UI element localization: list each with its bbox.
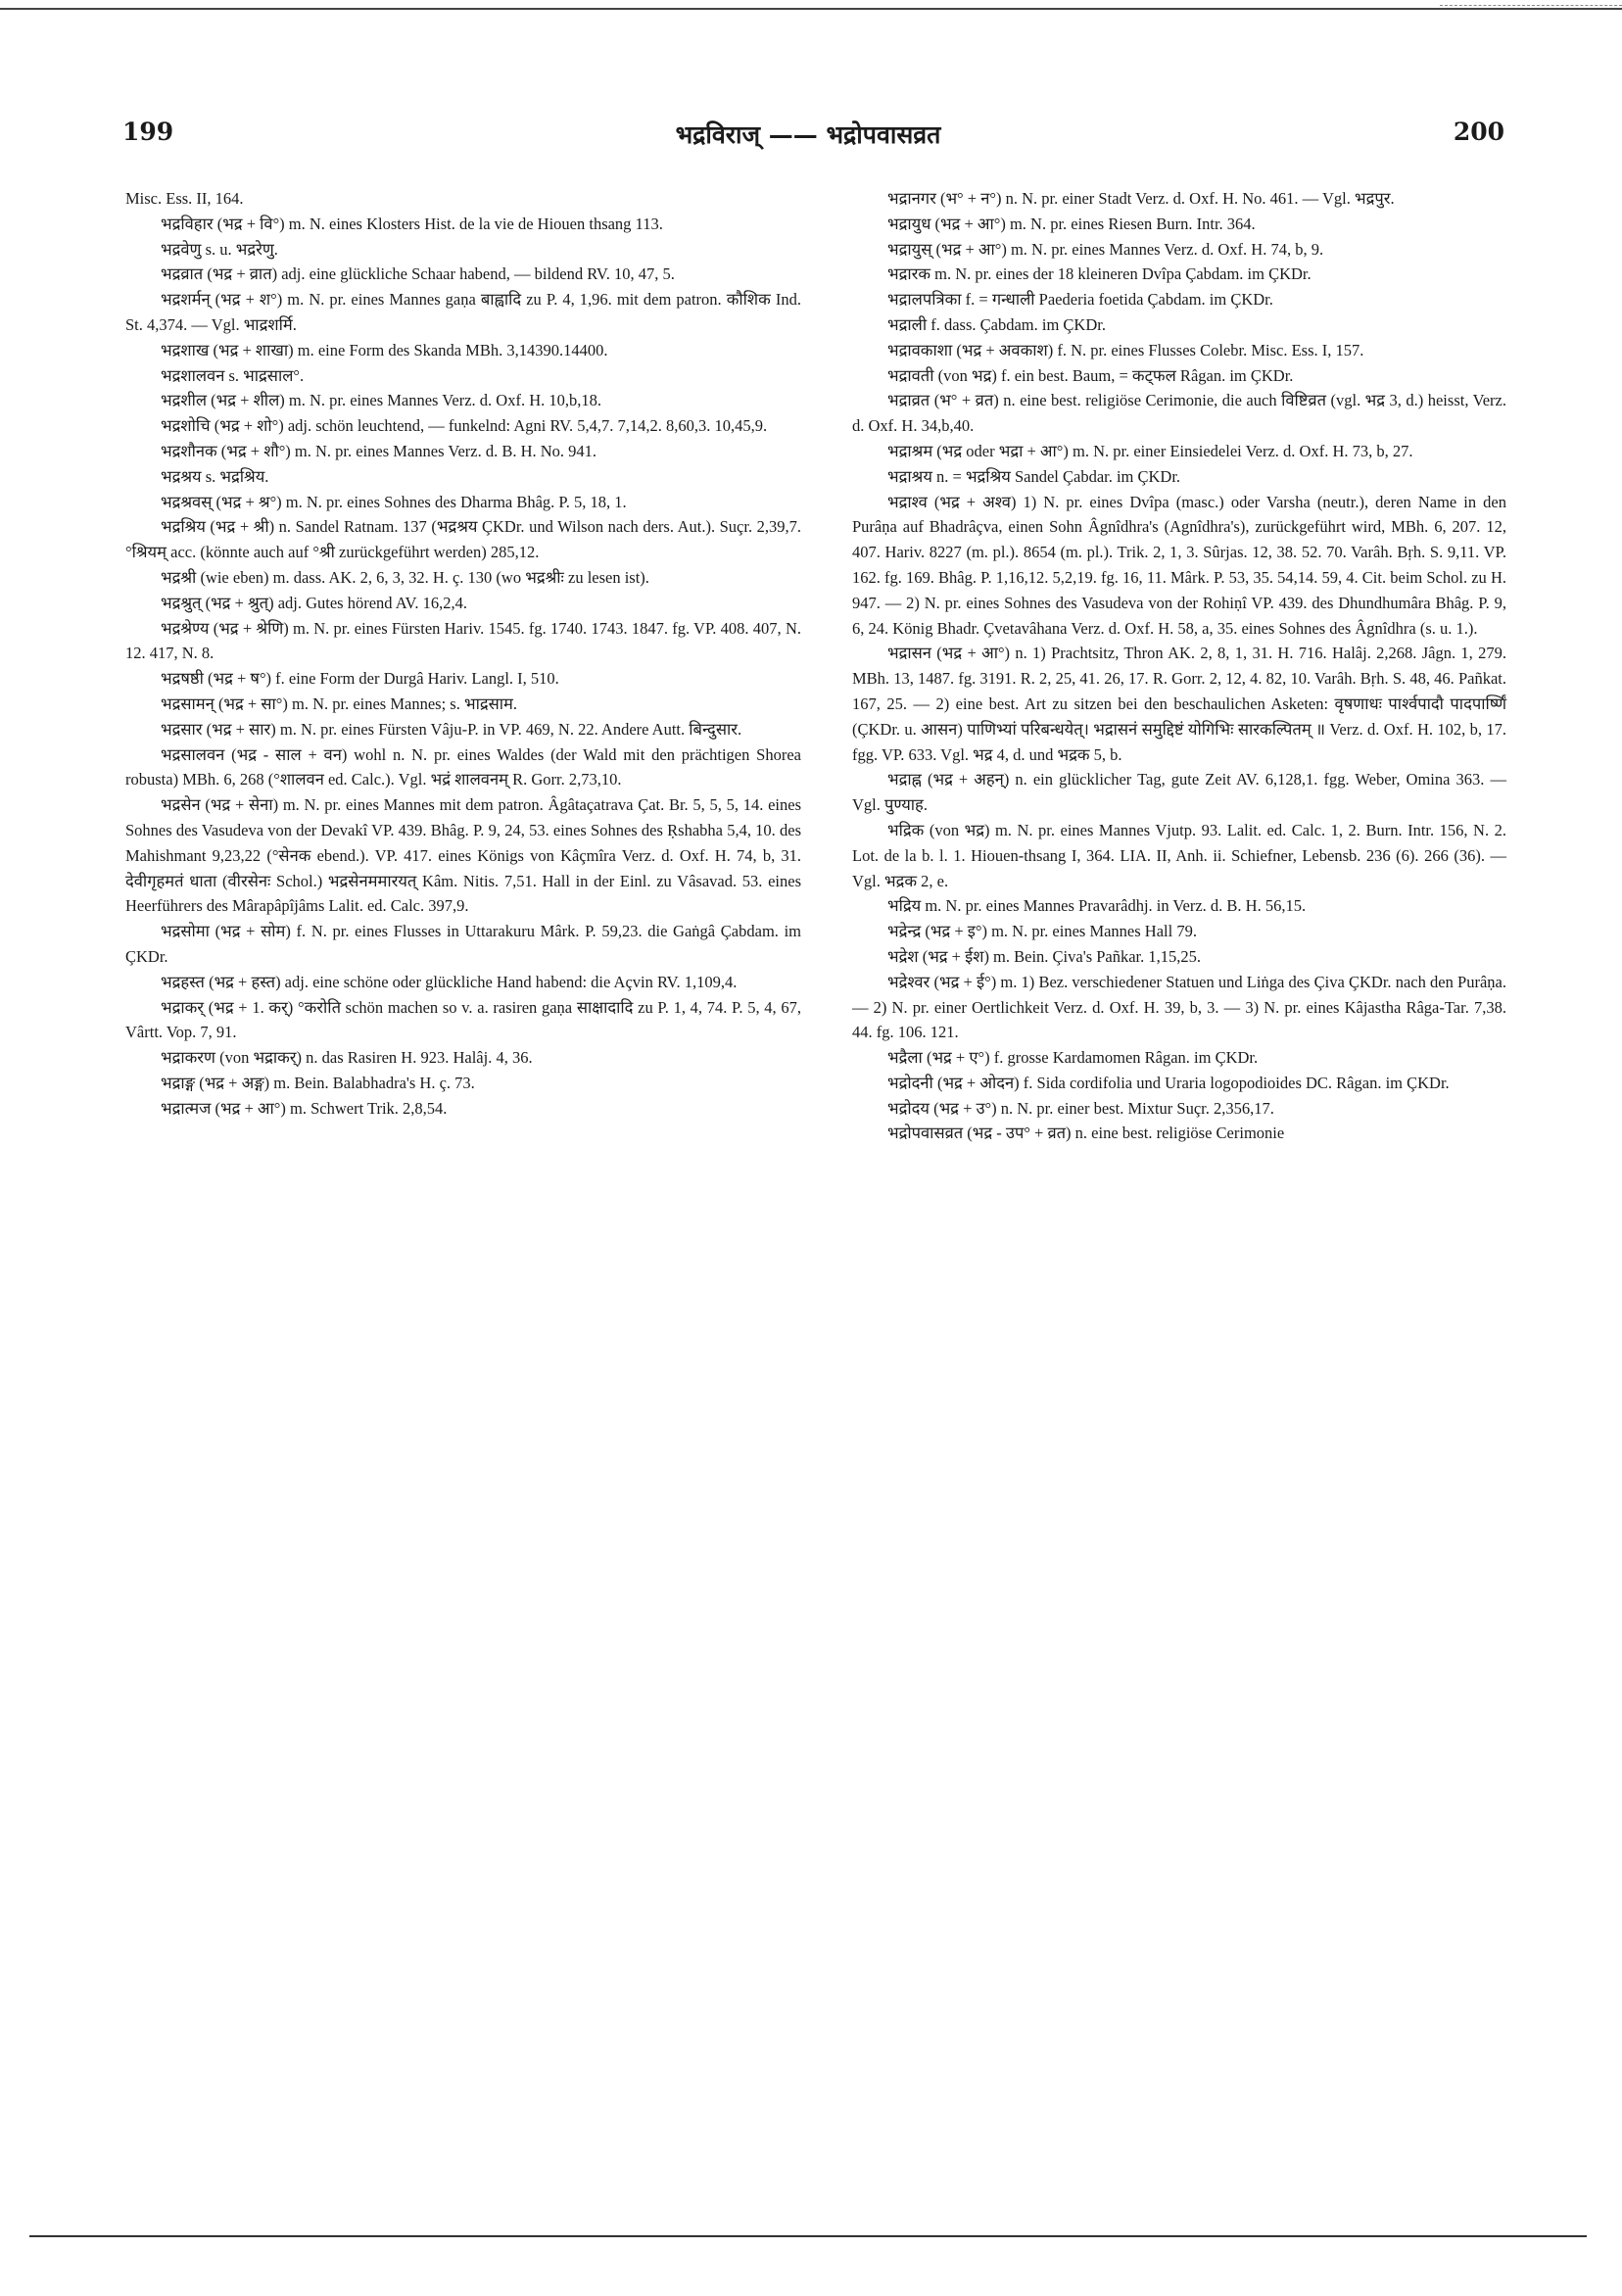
dictionary-entry: भद्राकर् (भद्र + 1. कर्) °करोति schön machen so v. a. rasiren gaṇa साक्षादादि zu P. 1, 4, 74. P. 5, 4, 67, Vârtt. Vop. 7, 91. bbox=[125, 997, 801, 1042]
dictionary-entry: भद्रेश्वर (भद्र + ई°) m. 1) Bez. verschiedener Statuen und Liṅga des Çiva ÇKDr. nach den Purâṇa. — 2) N. pr. einer Oertlichkeit Verz. d. Oxf. H. 39, b, 3. — 3) N. pr. eines Kâjastha Râga-Tar. 7,38. 44. fg. 106. 121. bbox=[852, 972, 1506, 1042]
dictionary-entry: भद्रशोचि (भद्र + शो°) adj. schön leuchtend, — funkelnd: Agni RV. 5,4,7. 7,14,2. 8,60,3. 10,45,9. bbox=[161, 416, 768, 436]
dictionary-entry: भद्रेश (भद्र + ईश) m. Bein. Çiva's Pañkar. 1,15,25. bbox=[887, 946, 1202, 966]
dictionary-entry: भद्रव्रात (भद्र + व्रात) adj. eine glückliche Schaar habend, — bildend RV. 10, 47, 5. bbox=[161, 264, 675, 284]
dictionary-entry: भद्रश्री (wie eben) m. dass. AK. 2, 6, 3, 32. H. ç. 130 (wo भद्रश्रीः zu lesen ist). bbox=[161, 567, 649, 587]
dictionary-entry: भद्रिक (von भद्र) m. N. pr. eines Mannes Vjutp. 93. Lalit. ed. Calc. 1, 2. Burn. Intr. 156, N. 2. Lot. de la b. l. 1. Hiouen-thsang I, 364. LIA. II, Anh. ii. Schiefner, Lebensb. 236 (6). 266 (36). — Vgl. भद्रक 2, e. bbox=[852, 820, 1506, 890]
dictionary-entry: भद्राली f. dass. Çabdam. im ÇKDr. bbox=[887, 314, 1106, 334]
dictionary-entry: भद्राह्न (भद्र + अहन्) n. ein glücklicher Tag, gute Zeit AV. 6,128,1. fgg. Weber, Omina 363. — Vgl. पुण्याह. bbox=[852, 770, 1506, 815]
left-page-number: 199 bbox=[122, 118, 174, 146]
dictionary-entry: भद्रोदनी (भद्र + ओदन) f. Sida cordifolia und Uraria logopodioides DC. Râgan. im ÇKDr. bbox=[887, 1073, 1450, 1092]
dictionary-entry: भद्रात्मज (भद्र + आ°) m. Schwert Trik. 2,8,54. bbox=[161, 1098, 448, 1118]
right-page-number: 200 bbox=[1453, 118, 1504, 146]
dictionary-entry: भद्राकरण (von भद्राकर्) n. das Rasiren H. 923. Halâj. 4, 36. bbox=[161, 1048, 533, 1068]
dictionary-entry: भद्रहस्त (भद्र + हस्त) adj. eine schöne oder glückliche Hand habend: die Açvin RV. 1,109,4. bbox=[161, 972, 738, 991]
left-column bbox=[125, 186, 801, 1121]
dictionary-entry: भद्रोदय (भद्र + उ°) n. N. pr. einer best. Mixtur Suçr. 2,356,17. bbox=[887, 1098, 1274, 1118]
dictionary-entry: Misc. Ess. II, 164. bbox=[125, 189, 244, 208]
dictionary-entry: भद्रसोमा (भद्र + सोम) f. N. pr. eines Flusses in Uttarakuru Mârk. P. 59,23. die Gaṅgâ Çabdam. im ÇKDr. bbox=[125, 922, 801, 966]
top-rule bbox=[0, 8, 1622, 10]
dictionary-entry: भद्रश्रय s. भद्रश्रिय. bbox=[161, 466, 269, 486]
running-title: भद्रविराज् —— भद्रोपवासव्रत bbox=[675, 120, 941, 149]
dictionary-entry: भद्रषष्ठी (भद्र + ष°) f. eine Form der Durgâ Hariv. Langl. I, 510. bbox=[161, 669, 559, 689]
dictionary-entry: भद्रश्रुत् (भद्र + श्रुत्) adj. Gutes hörend AV. 16,2,4. bbox=[161, 593, 467, 612]
dictionary-entry: भद्रानगर (भ° + न°) n. N. pr. einer Stadt Verz. d. Oxf. H. No. 461. — Vgl. भद्रपुर. bbox=[887, 189, 1395, 208]
dictionary-entry: भद्रशालवन s. भाद्रसाल°. bbox=[161, 365, 305, 385]
dictionary-entry: भद्रायुस् (भद्र + आ°) m. N. pr. eines Mannes Verz. d. Oxf. H. 74, b, 9. bbox=[887, 239, 1324, 259]
dictionary-entry: भद्रसालवन (भद्र - साल + वन) wohl n. N. pr. eines Waldes (der Wald mit den prächtigen Shorea robusta) MBh. 6, 268 (°शालवन ed. Calc.). Vgl. भद्रं शालवनम् R. Gorr. 2,73,10. bbox=[125, 744, 801, 789]
dictionary-entry: भद्रविहार (भद्र + वि°) m. N. eines Klosters Hist. de la vie de Hiouen thsang 113. bbox=[161, 214, 663, 233]
dictionary-entry: भद्रशौनक (भद्र + शौ°) m. N. pr. eines Mannes Verz. d. B. H. No. 941. bbox=[161, 441, 597, 460]
dictionary-entry: भद्राश्रम (भद्र oder भद्रा + आ°) m. N. pr. einer Einsiedelei Verz. d. Oxf. H. 73, b, 27. bbox=[887, 441, 1413, 460]
dictionary-entry: भद्रालपत्रिका f. = गन्धाली Paederia foetida Çabdam. im ÇKDr. bbox=[887, 290, 1273, 310]
dictionary-entry: भद्रावकाशा (भद्र + अवकाश) f. N. pr. eines Flusses Colebr. Misc. Ess. I, 157. bbox=[887, 340, 1364, 359]
dictionary-entry: भद्रशाख (भद्र + शाखा) m. eine Form des Skanda MBh. 3,14390.14400. bbox=[161, 340, 608, 359]
dictionary-entry: भद्राश्व (भद्र + अश्व) 1) N. pr. eines Dvîpa (masc.) oder Varsha (neutr.), deren Name in den Purâṇa auf Bhadrâçva, einen Sohn Âgnîdhra's (Agnîdhra's), zurückgeführt wird, MBh. 6, 207. 12, 407. Hariv. 8227 (m. pl.). 8654 (m. pl.). Trik. 2, 1, 3. Sûrjas. 12, 38. 52. 70. Varâh. Bṛh. S. 9,11. VP. 162. fg. 169. Bhâg. P. 1,16,12. 5,2,19. fg. 16, 11. Mârk. P. 53, 35. 54,14. 59, 4. Cit. beim Schol. zu H. 947. — 2) N. pr. eines Sohnes des Vasudeva von der Rohiṇî VP. 439. des Dhundhumâra Bhâg. P. 9, 6, 24. König Bhadr. Çvetavâhana Verz. d. Oxf. H. 58, a, 35. eines Sohnes des Âgnîdhra (s. u. 1.). bbox=[852, 492, 1506, 638]
dictionary-entry: भद्रिय m. N. pr. eines Mannes Pravarâdhj. in Verz. d. B. H. 56,15. bbox=[887, 896, 1307, 916]
dictionary-entry: भद्रेन्द्र (भद्र + इ°) m. N. pr. eines Mannes Hall 79. bbox=[887, 922, 1197, 941]
dictionary-entry: भद्रसार (भद्र + सार) m. N. pr. eines Fürsten Vâju-P. in VP. 469, N. 22. Andere Autt. बिन्दुसार. bbox=[161, 719, 742, 739]
dictionary-entry: भद्रवेणु s. u. भद्ररेणु. bbox=[161, 239, 278, 259]
dictionary-entry: भद्रोपवासव्रत (भद्र - उप° + व्रत) n. eine best. religiöse Cerimonie bbox=[887, 1124, 1285, 1143]
dictionary-entry: भद्राङ्ग (भद्र + अङ्ग) m. Bein. Balabhadra's H. ç. 73. bbox=[161, 1073, 475, 1092]
dictionary-entry: भद्रश्रिय (भद्र + श्री) n. Sandel Ratnam. 137 (भद्रश्रय ÇKDr. und Wilson nach ders. Aut.). Suçr. 2,39,7. °श्रियम् acc. (könnte auch auf °श्री zurückgeführt werden) 285,12. bbox=[125, 517, 801, 562]
dictionary-entry: भद्रसेन (भद्र + सेना) m. N. pr. eines Mannes mit dem patron. Âgâtaçatrava Çat. Br. 5, 5, 5, 14. eines Sohnes des Vasudeva von der Devakî VP. 439. Bhâg. P. 9, 24, 53. eines Sohnes des Ṛshabha 5,4, 10. des Mahishmant 9,23,22 (°सेनक ebend.). VP. 417. eines Königs von Kâçmîra Verz. d. Oxf. H. 74, b, 31. देवीगृहमतं धाता (वीरसेनः Schol.) भद्रसेनममारयत् Kâm. Nitis. 7,51. Hall in der Einl. zu Vâsavad. 53. eines Heerführers des Mârapâpîjâms Lalit. ed. Calc. 397,9. bbox=[125, 795, 801, 916]
dictionary-entry: भद्रासन (भद्र + आ°) n. 1) Prachtsitz, Thron AK. 2, 8, 1, 31. H. 716. Halâj. 2,268. Jâgn. 1, 279. MBh. 13, 1487. fg. 3191. R. 2, 25, 41. 26, 17. R. Gorr. 2, 12, 4. 82, 10. Varâh. Bṛh. S. 48, 46. Pañkat. 167, 25. — 2) eine best. Art zu sitzen bei den beschaulichen Asketen: वृषणाधः पार्श्वपादौ पादपार्ष्णिं (ÇKDr. u. आसन) पाणिभ्यां परिबन्धयेत्। भद्रासनं समुद्दिष्टं योगिभिः सारकल्पितम् ॥ Verz. d. Oxf. H. 102, b, 17. fgg. VP. 633. Vgl. भद्र 4, d. und भद्रक 5, b. bbox=[852, 644, 1506, 764]
dictionary-entry: भद्रश्रेण्य (भद्र + श्रेणि) m. N. pr. eines Fürsten Hariv. 1545. fg. 1740. 1743. 1847. fg. VP. 408. 407, N. 12. 417, N. 8. bbox=[125, 618, 801, 663]
dictionary-entry: भद्रायुध (भद्र + आ°) m. N. pr. eines Riesen Burn. Intr. 364. bbox=[887, 214, 1256, 233]
dictionary-entry: भद्रशर्मन् (भद्र + श°) m. N. pr. eines Mannes gaṇa बाह्वादि zu P. 4, 1,96. mit dem patron. कौशिक Ind. St. 4,374. — Vgl. भाद्रशर्मि. bbox=[125, 290, 801, 334]
dictionary-entry: भद्राश्रय n. = भद्रश्रिय Sandel Çabdar. im ÇKDr. bbox=[887, 466, 1181, 486]
dictionary-entry: भद्रारक m. N. pr. eines der 18 kleineren Dvîpa Çabdam. im ÇKDr. bbox=[887, 264, 1312, 284]
top-rule-dashed bbox=[1440, 5, 1622, 6]
bottom-rule bbox=[29, 2235, 1587, 2237]
dictionary-entry: भद्रावती (von भद्र) f. ein best. Baum, = कट्फल Râgan. im ÇKDr. bbox=[887, 365, 1294, 385]
dictionary-entry: भद्रैला (भद्र + ए°) f. grosse Kardamomen Râgan. im ÇKDr. bbox=[887, 1048, 1259, 1068]
right-column bbox=[852, 186, 1506, 1146]
dictionary-entry: भद्रशील (भद्र + शील) m. N. pr. eines Mannes Verz. d. Oxf. H. 10,b,18. bbox=[161, 391, 601, 410]
dictionary-entry: भद्राव्रत (भ° + व्रत) n. eine best. religiöse Cerimonie, die auch विष्टिव्रत (vgl. भद्र 3, d.) heisst, Verz. d. Oxf. H. 34,b,40. bbox=[852, 391, 1506, 436]
dictionary-entry: भद्रसामन् (भद्र + सा°) m. N. pr. eines Mannes; s. भाद्रसाम. bbox=[161, 694, 518, 713]
page-header bbox=[0, 118, 1622, 157]
dictionary-entry: भद्रश्रवस् (भद्र + श्र°) m. N. pr. eines Sohnes des Dharma Bhâg. P. 5, 18, 1. bbox=[161, 492, 627, 511]
